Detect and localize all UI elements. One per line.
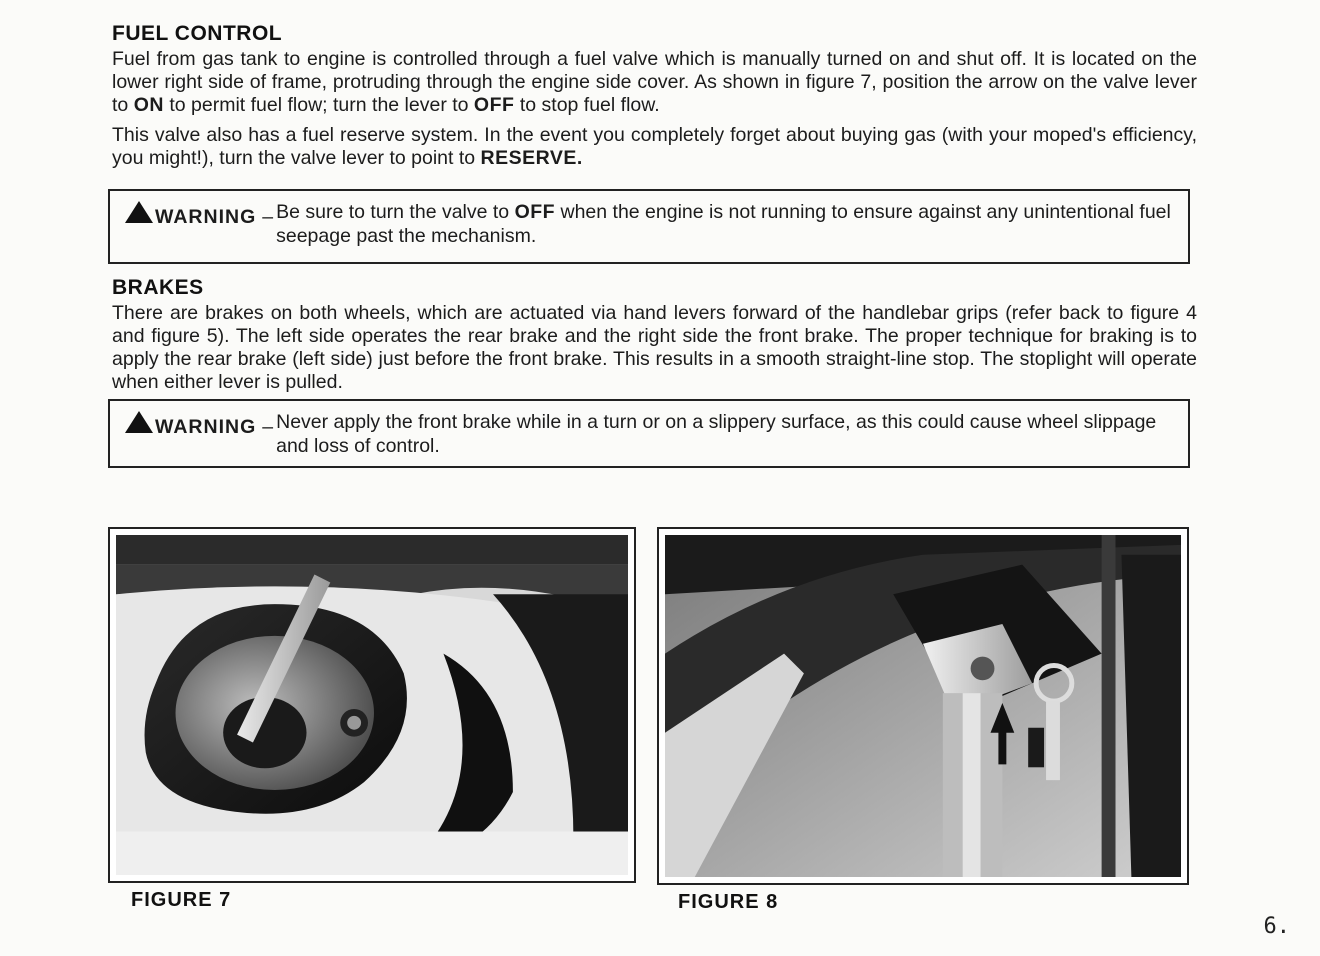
fuel-warning-box: WARNING – Be sure to turn the valve to OFF when the engine is not running to ensure against any unintentional fuel seepage past the mechanism.: [108, 189, 1190, 264]
fuel-control-heading: FUEL CONTROL: [112, 22, 283, 45]
brake-warning-box: WARNING – Never apply the front brake while in a turn or on a slippery surface, as this could cause wheel slippage and loss of control.: [108, 399, 1190, 468]
reserve-keyword: RESERVE.: [480, 147, 583, 169]
figure-7-caption: FIGURE 7: [131, 889, 232, 911]
figure-8-photo: [657, 527, 1189, 885]
figure-7-photo: [108, 527, 636, 883]
page-number: 6.: [1263, 914, 1290, 939]
on-keyword: ON: [133, 94, 164, 116]
warning-text: Be sure to turn the valve to OFF when the engine is not running to ensure against any unintentional fuel seepage past the mechanism.: [276, 201, 1171, 247]
figure-8-caption: FIGURE 8: [678, 891, 779, 913]
brakes-heading: BRAKES: [112, 276, 204, 299]
warning-label: WARNING: [155, 206, 257, 228]
ignition-key-illustration: [665, 535, 1181, 877]
warning-triangle-icon: [124, 410, 154, 434]
off-keyword: OFF: [473, 94, 515, 116]
warning-label: WARNING: [155, 416, 257, 438]
fuel-valve-illustration: [116, 535, 628, 875]
fuel-reserve-paragraph: This valve also has a fuel reserve system. In the event you completely forget about buying gas (with your moped's efficiency, you might!), turn the valve lever to point to RESERVE.: [112, 124, 1197, 169]
fuel-control-paragraph: Fuel from gas tank to engine is controlled through a fuel valve which is manually turned on and shut off. It is located on the lower right side of frame, protruding through the engine side cover. As shown in figure 7, position the arrow on the valve lever to ON to permit fuel flow; turn the lever to OFF to stop fuel flow.: [112, 48, 1197, 116]
brakes-paragraph: There are brakes on both wheels, which are actuated via hand levers forward of the handlebar grips (refer back to figure 4 and figure 5). The left side operates the rear brake and the right side the front brake. The proper technique for braking is to apply the rear brake (left side) just before the front brake. This results in a smooth straight-line stop. The stoplight will operate when either lever is pulled.: [112, 302, 1197, 393]
warning-text: Never apply the front brake while in a turn or on a slippery surface, as this could cause wheel slippage and loss of control.: [276, 411, 1157, 457]
warning-triangle-icon: [124, 200, 154, 224]
